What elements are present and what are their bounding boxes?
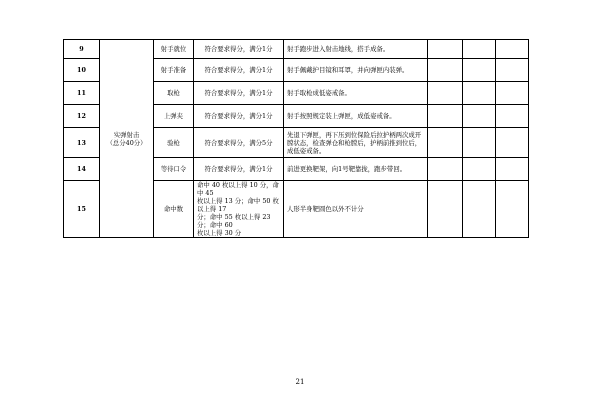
score-cell [496, 40, 529, 59]
score-cell [463, 105, 496, 128]
row-number: 13 [64, 128, 100, 158]
item-name: 射手就位 [154, 40, 194, 59]
item-name: 命中数 [154, 181, 194, 238]
score-cell [496, 128, 529, 158]
row-number: 10 [64, 59, 100, 82]
scoring-standard: 符合要求得分，满分5分 [194, 128, 284, 158]
requirement-text: 先退下弹匣，再下压到位保险后拉护柄两次成开膛状态，检查弹仓和枪膛后，护柄前推到位后，成低姿戒备。 [284, 128, 428, 158]
score-cell [428, 40, 463, 59]
table-row [64, 40, 529, 59]
item-name: 上弹夹 [154, 105, 194, 128]
category-cell [100, 40, 154, 238]
row-number: 14 [64, 158, 100, 181]
score-cell [428, 128, 463, 158]
score-cell [463, 82, 496, 105]
requirement-text: 前进更换靶架，向1号靶靠拢，跑步带回。 [284, 158, 428, 181]
page-number: 21 [295, 378, 305, 386]
score-cell [428, 105, 463, 128]
row-number: 11 [64, 82, 100, 105]
scoring-line: 枚以上得 13 分；命中 50 枚以上得 17 [197, 197, 279, 213]
score-cell [428, 181, 463, 238]
requirement-text: 射手按照规定装上弹匣，成低姿戒备。 [284, 105, 428, 128]
scoring-standard: 符合要求得分，满分1分 [194, 105, 284, 128]
row-number: 12 [64, 105, 100, 128]
scoring-standard: 符合要求得分，满分1分 [194, 158, 284, 181]
score-cell [496, 82, 529, 105]
score-cell [496, 59, 529, 82]
scoring-standard: 符合要求得分，满分1分 [194, 82, 284, 105]
row-number: 15 [64, 181, 100, 238]
score-cell [496, 158, 529, 181]
category-subtitle: （总分40分） [106, 138, 147, 147]
item-name: 等待口令 [154, 158, 194, 181]
score-cell [496, 105, 529, 128]
scoring-standard [194, 181, 284, 238]
scoring-table [63, 39, 529, 238]
item-name: 取枪 [154, 82, 194, 105]
scoring-line: 分；命中 55 枚以上得 23 分；命中 60 [197, 213, 271, 229]
row-number: 9 [64, 40, 100, 59]
score-cell [428, 82, 463, 105]
requirement-text: 射手佩戴护目镜和耳罩，并向弹匣内装弹。 [284, 59, 428, 82]
requirement-text: 人形半身靶圆色以外不计分 [284, 181, 428, 238]
item-name: 验枪 [154, 128, 194, 158]
score-cell [496, 181, 529, 238]
score-cell [428, 158, 463, 181]
scoring-standard: 符合要求得分，满分1分 [194, 59, 284, 82]
category-title: 实弹射击 [113, 130, 140, 139]
score-cell [428, 59, 463, 82]
requirement-text: 射手取枪成低姿戒备。 [284, 82, 428, 105]
score-cell [463, 40, 496, 59]
score-cell [463, 59, 496, 82]
scoring-line: 命中 40 枚以上得 10 分，命中 45 [197, 181, 279, 197]
requirement-text: 射手跑步进入射击地线，搭手成备。 [284, 40, 428, 59]
scoring-line: 枚以上得 30 分 [197, 229, 242, 237]
item-name: 射手准备 [154, 59, 194, 82]
score-cell [463, 128, 496, 158]
scoring-standard: 符合要求得分，满分1分 [194, 40, 284, 59]
score-cell [463, 158, 496, 181]
score-cell [463, 181, 496, 238]
